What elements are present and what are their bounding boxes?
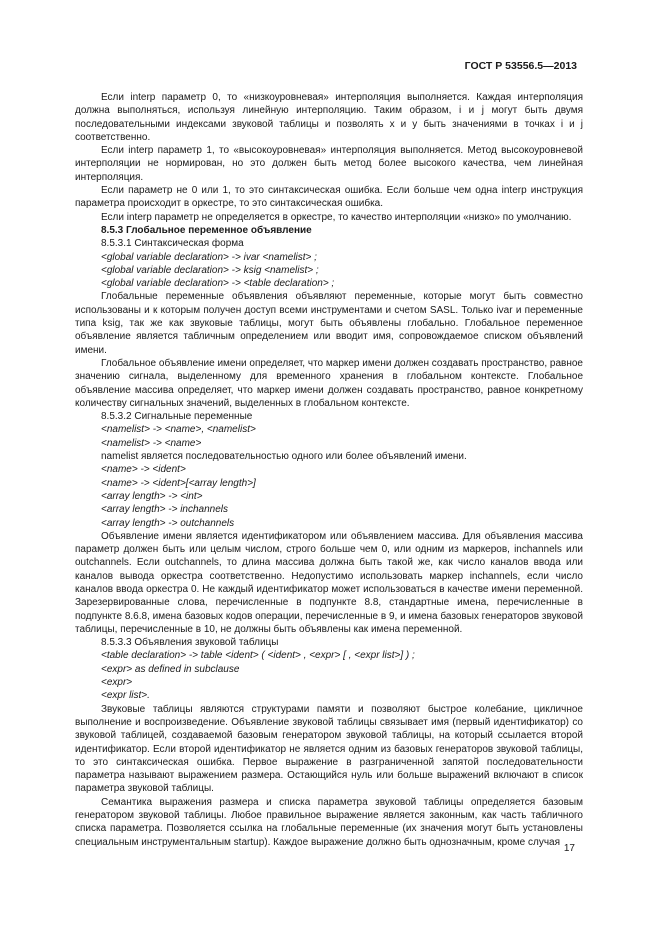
syntax-line: <expr> as defined in subclause [101,663,240,675]
syntax-line: <name> -> <ident>[<array length>] [101,477,256,489]
paragraph: Глобальное объявление имени определяет, что маркер имени должен создавать пространство, равное значению сигнала, выделенному для временного хранения в глобальном контексте. Глобальное объявление массива определяет, что маркер имени должен создавать пространство, равное конкретному количеству сигнальных значений, выделенных в глобальном контексте. [75,357,583,409]
subsection-heading: 8.5.3.3 Объявления звуковой таблицы [101,637,279,649]
syntax-line: <global variable declaration> -> ksig <namelist> ; [101,264,319,276]
paragraph: Если interp параметр 1, то «высокоуровневая» интерполяция выполняется. Метод высокоуровневой интерполяции не нормирован, но это должен быть метод более высокого качества, чем линейная интерполяция. [75,145,583,183]
syntax-line: <name> -> <ident> [101,464,186,476]
paragraph: Если параметр не 0 или 1, то это синтаксическая ошибка. Если больше чем одна interp инструкция параметра происходит в оркестре, то это синтаксическая ошибка. [75,185,583,210]
paragraph: Если interp параметр не определяется в оркестре, то качество интерполяции «низко» по умолчанию. [101,211,572,223]
syntax-line: <array length> -> <int> [101,490,203,502]
syntax-line: <array length> -> outchannels [101,517,235,529]
paragraph: Глобальные переменные объявления объявляют переменные, которые могут быть совместно использованы и к которым получен доступ всеми инструментами и счетом SASL. Только ivar и переменные типа ksig, так же как звуковые таблицы, могут быть объявлены глобально. Глобальное переменное объявление является табличным определением или вводит имя, сопровождаемое списком объявлений имени. [75,291,583,356]
paragraph: Звуковые таблицы являются структурами памяти и позволяют быстрое колебание, цикличное выполнение и воспроизведение. Объявление звуковой таблицы связывает имя (первый идентификатор) со звуковой таблицей, создаваемой базовым генератором звуковой таблицы, на который ссылается второй идентификатор. Если второй идентификатор не является одним из базовых генераторов звуковой таблицы, то это синтаксическая ошибка. Первое выражение в разграниченной запятой последовательности параметра называют выражением размера. Остающийся нуль или больше выражений включают в список параметра звуковой таблицы. [75,703,583,795]
paragraph: Семантика выражения размера и списка параметра звуковой таблицы определяется базовым генератором звуковой таблицы. Любое правильное выражение является законным, как часть табличного списка параметра. Позволяется ссылка на глобальные переменные (их значения могут быть установлены специальным инструментальным startup). Каждое выражение должно быть однозначным, кроме случая [75,796,583,848]
subsection-heading: 8.5.3.1 Синтаксическая форма [101,238,244,250]
subsection-heading: 8.5.3.2 Сигнальные переменные [101,411,253,423]
paragraph: namelist является последовательностью одного или более объявлений имени. [101,451,467,463]
syntax-line: <namelist> -> <name>, <namelist> [101,424,256,436]
syntax-line: <global variable declaration> -> <table declaration> ; [101,278,335,290]
syntax-line: <table declaration> -> table <ident> ( <ident> , <expr> [ , <expr list>] ) ; [101,650,415,662]
syntax-line: <array length> -> inchannels [101,504,229,516]
syntax-line: <global variable declaration> -> ivar <namelist> ; [101,251,317,263]
syntax-line: <expr list>. [101,690,150,702]
page-number: 17 [563,843,575,854]
syntax-line: <expr> [101,677,133,689]
document-code: ГОСТ Р 53556.5—2013 [464,60,577,72]
paragraph: Объявление имени является идентификатором или объявлением массива. Для объявления массива параметр должен быть или целым числом, строго больше чем 0, или одним из маркеров, inchannels или outchannels. Если outchannels, то длина массива должна быть такой же, как число каналов ввода или каналов вывода оркестра соответственно. Недопустимо использовать маркер inchannels, если число каналов ввода оркестра 0. Не каждый идентификатор может использоваться в качестве имени переменной. Зарезервированные слова, перечисленные в подпункте 8.8, стандартные имена, перечисленные в подпункте 8.6.8, имена базовых кодов операции, перечисленные в 9, и имена базовых генераторов звуковой таблицы, перечисленные в 10, не должны быть объявлены как имена переменной. [75,530,583,635]
syntax-line: <namelist> -> <name> [101,437,202,449]
section-heading: 8.5.3 Глобальное переменное объявление [101,224,312,236]
paragraph: Если interp параметр 0, то «низкоуровневая» интерполяция выполняется. Каждая интерполяция должна выполняться, используя линейную интерполяцию. Таким образом, i и j могут быть двумя последовательными индексами звуковой таблицы и позволять x и y быть значениями в точках i и j соответственно. [75,92,583,143]
document-body [75,91,583,849]
